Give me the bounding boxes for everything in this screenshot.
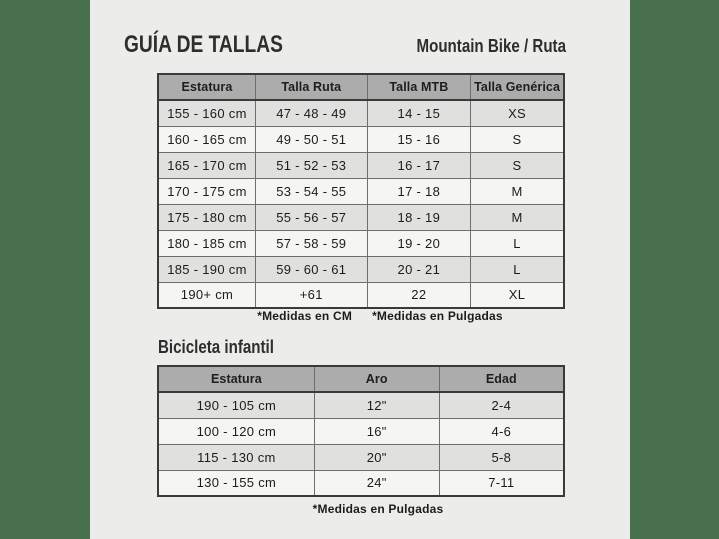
bike-type-subtitle: Mountain Bike / Ruta [416,36,566,56]
table-row [158,444,564,470]
size-guide-panel [90,0,630,539]
adult-size-table [157,73,565,309]
table-cell: 57 - 58 - 59 [255,230,367,256]
table-row [158,126,564,152]
table-cell: 16" [314,418,439,444]
table-cell: 160 - 165 cm [158,126,255,152]
footnote-cm: *Medidas en CM [257,309,353,323]
kids-size-table-body [158,392,564,496]
table-cell: 4-6 [439,418,564,444]
table-cell: M [471,178,564,204]
table-row [158,100,564,126]
page-title: GUÍA DE TALLAS [124,31,283,58]
column-header: Talla Ruta [255,74,367,100]
table-row [158,204,564,230]
table-cell: 190 - 105 cm [158,392,314,418]
adult-size-table-body [158,100,564,308]
table-row [158,230,564,256]
footnote-inches: *Medidas en Pulgadas [372,309,503,323]
table-cell: L [471,256,564,282]
table-cell: 18 - 19 [367,204,471,230]
table-cell: 22 [367,282,471,308]
header-row [158,366,564,392]
adult-table-footnotes [176,309,584,323]
table-cell: 185 - 190 cm [158,256,255,282]
column-header: Estatura [158,366,314,392]
kids-size-table [157,365,565,497]
table-row [158,152,564,178]
table-cell: 180 - 185 cm [158,230,255,256]
table-cell: XS [471,100,564,126]
table-cell: 51 - 52 - 53 [255,152,367,178]
table-cell: 49 - 50 - 51 [255,126,367,152]
table-cell: 7-11 [439,470,564,496]
table-cell: 24" [314,470,439,496]
table-cell: 155 - 160 cm [158,100,255,126]
table-row [158,392,564,418]
table-cell: 175 - 180 cm [158,204,255,230]
table-cell: 100 - 120 cm [158,418,314,444]
table-cell: 165 - 170 cm [158,152,255,178]
table-row [158,282,564,308]
table-cell: 19 - 20 [367,230,471,256]
table-row [158,256,564,282]
table-cell: 16 - 17 [367,152,471,178]
table-cell: 53 - 54 - 55 [255,178,367,204]
table-cell: 14 - 15 [367,100,471,126]
table-cell: L [471,230,564,256]
table-row [158,470,564,496]
kids-section-title: Bicicleta infantil [158,337,274,357]
header-row [158,74,564,100]
table-cell: +61 [255,282,367,308]
column-header: Talla Genérica [471,74,564,100]
table-cell: 17 - 18 [367,178,471,204]
table-row [158,418,564,444]
table-cell: 130 - 155 cm [158,470,314,496]
table-cell: 5-8 [439,444,564,470]
table-row [158,178,564,204]
table-cell: 20" [314,444,439,470]
table-cell: S [471,126,564,152]
table-cell: 115 - 130 cm [158,444,314,470]
table-cell: 55 - 56 - 57 [255,204,367,230]
column-header: Edad [439,366,564,392]
kids-table-footnote: *Medidas en Pulgadas [312,502,444,516]
table-cell: 190+ cm [158,282,255,308]
column-header: Aro [314,366,439,392]
kids-size-table-head [158,366,564,392]
table-cell: 170 - 175 cm [158,178,255,204]
adult-size-table-head [158,74,564,100]
column-header: Estatura [158,74,255,100]
table-cell: 59 - 60 - 61 [255,256,367,282]
column-header: Talla MTB [367,74,471,100]
table-cell: 12" [314,392,439,418]
table-cell: S [471,152,564,178]
table-cell: M [471,204,564,230]
table-cell: 15 - 16 [367,126,471,152]
table-cell: 47 - 48 - 49 [255,100,367,126]
table-cell: XL [471,282,564,308]
table-cell: 2-4 [439,392,564,418]
table-cell: 20 - 21 [367,256,471,282]
